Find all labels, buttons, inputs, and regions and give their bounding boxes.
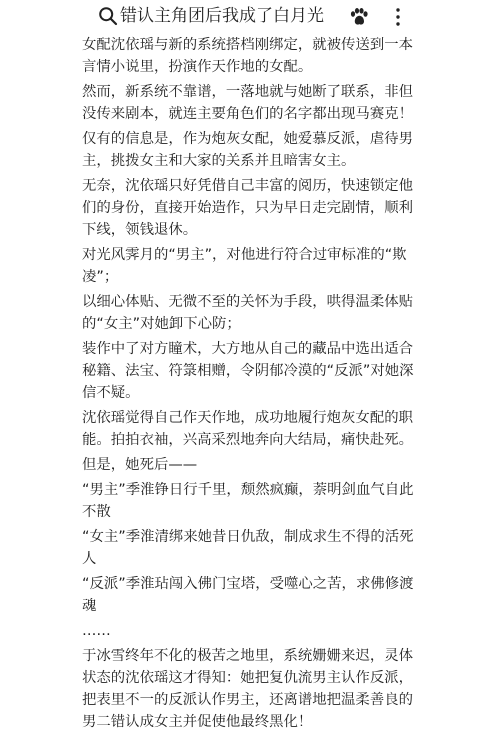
paw-icon[interactable] (348, 6, 370, 28)
more-vertical-icon[interactable] (394, 6, 402, 28)
article-paragraph-14: 于冰雪终年不化的极苦之地里，系统姗姗来迟，灵体状态的沈依瑶这才得知：她把复仇流男主认作反派，把表里不一的反派认作男主，还离谱地把温柔善良的男二错认成女主并促使他最终黑化！ (82, 648, 413, 730)
article-paragraph-4: 无奈，沈依瑶只好凭借自己丰富的阅历，快速锁定他们的身份，直接开始造作，只为早日走完剧情，顺利下线，领钱退休。 (82, 178, 413, 238)
article-paragraph-9: 但是，她死后—— (82, 457, 198, 473)
article-paragraph-10: “男主”季淮铮日行千里，颓然疯癫，萘明剑血气自此不散 (82, 482, 414, 520)
search-bar[interactable] (0, 0, 500, 34)
article-paragraph-12: “反派”季淮玷闯入佛门宝塔，受噬心之苦，求佛修渡魂 (82, 576, 414, 614)
article-paragraph-13: …… (82, 623, 111, 639)
article-paragraph-1: 女配沈依瑶与新的系统搭档刚绑定，就被传送到一本言情小说里，扮演作天作地的女配。 (82, 37, 413, 75)
article-paragraph-7: 装作中了对方瞳术，大方地从自己的藏品中选出适合秘籍、法宝、符箓相赠，令阴郁冷漠的“反派”对她深信不疑。 (82, 341, 414, 401)
article-paragraph-3: 仅有的信息是，作为炮灰女配，她爱慕反派，虐待男主，挑拨女主和大家的关系并且暗害女主。 (82, 131, 413, 169)
article-paragraph-6: 以细心体贴、无微不至的关怀为手段，哄得温柔体贴的“女主”对她卸下心防； (82, 294, 413, 332)
article-paragraph-5: 对光风霁月的“男主”，对他进行符合过审标准的“欺凌”； (82, 247, 407, 285)
search-query-text[interactable]: 错认主角团后我成了白月光 (120, 6, 324, 26)
article-body (82, 34, 418, 736)
article-paragraph-11: “女主”季淮清绑来她昔日仇敌，制成求生不得的活死人 (82, 529, 414, 567)
article-paragraph-2: 然而，新系统不靠谱，一落地就与她断了联系，非但没传来剧本，就连主要角色们的名字都出现马赛克！ (82, 84, 413, 122)
article-paragraph-8: 沈依瑶觉得自己作天作地，成功地履行炮灰女配的职能。拍拍衣袖，兴高采烈地奔向大结局，痛快赴死。 (82, 410, 413, 448)
search-icon[interactable] (98, 6, 118, 26)
